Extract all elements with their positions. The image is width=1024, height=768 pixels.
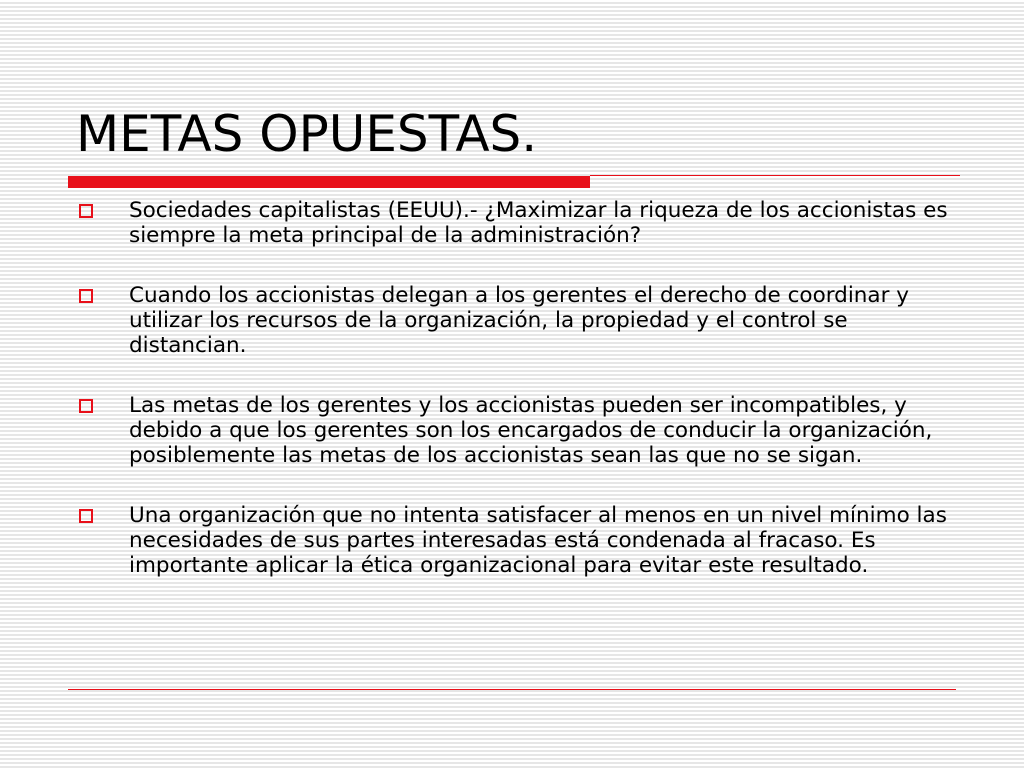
- bullet-text: Sociedades capitalistas (EEUU).- ¿Maximizar la riqueza de los accionistas es siempre la meta principal de la administración?: [129, 198, 948, 248]
- bullet-item: [76, 393, 956, 468]
- bullet-text: Una organización que no intenta satisfacer al menos en un nivel mínimo las necesidades de sus partes interesadas está condenada al fracaso. Es importante aplicar la ética organizacional para evitar este resultado.: [129, 503, 947, 578]
- bullet-item: [76, 283, 956, 358]
- hollow-square-icon: [79, 289, 93, 303]
- footer-rule: [68, 689, 956, 690]
- slide-title: METAS OPUESTAS.: [76, 105, 538, 163]
- bullet-text: Cuando los accionistas delegan a los gerentes el derecho de coordinar y utilizar los recursos de la organización, la propiedad y el control se distancian.: [129, 283, 910, 358]
- hollow-square-icon: [79, 399, 93, 413]
- bullet-text: Las metas de los gerentes y los accionistas pueden ser incompatibles, y debido a que los gerentes son los encargados de conducir la organización, posiblemente las metas de los accionistas sean las que no se sigan.: [129, 393, 933, 468]
- hollow-square-icon: [79, 509, 93, 523]
- bullet-item: [76, 503, 956, 578]
- hollow-square-icon: [79, 204, 93, 218]
- bullet-list: [76, 198, 956, 613]
- title-underline-thin: [590, 175, 960, 176]
- title-underline-thick: [68, 176, 590, 188]
- bullet-item: [76, 198, 956, 248]
